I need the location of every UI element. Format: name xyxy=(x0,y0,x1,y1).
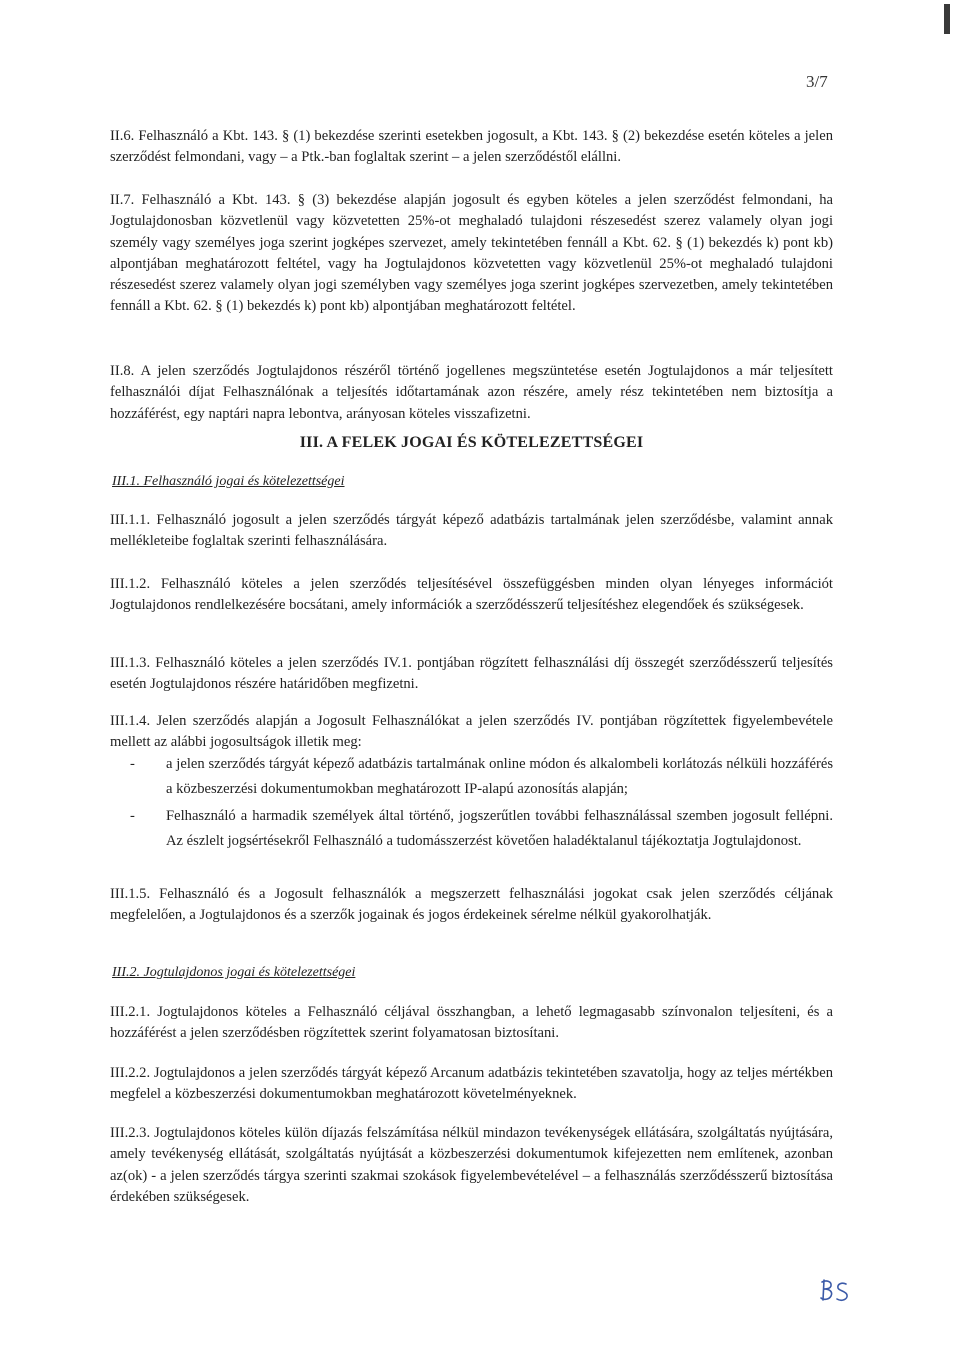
list-item xyxy=(110,752,833,801)
paragraph-3-1-5 xyxy=(110,884,833,927)
paragraph-text: III.1.2. Felhasználó köteles a jelen szerződés teljesítésével összefüggésben minden olyan lényeges információt Jogtulajdonos rendlelkezésére bocsátani, amely információk a szerződésszerű teljesítéshez elegendőek és szükségesek. xyxy=(110,576,833,614)
paragraph-3-2-3 xyxy=(110,1123,833,1208)
paragraph-3-1-2 xyxy=(110,574,833,617)
signature-initials-mark xyxy=(816,1276,856,1306)
paragraph-3-2-2 xyxy=(110,1063,833,1106)
paragraph-text: III.1.1. Felhasználó jogosult a jelen szerződés tárgyát képező adatbázis tartalmának jelen szerződésbe, valamint annak mellékleteibe foglaltak szerinti felhasználására. xyxy=(110,512,833,550)
list-item-text: a jelen szerződés tárgyát képező adatbázis tartalmának online módon és alkalombeli korlátozás nélküli hozzáférés a közbeszerzési dokumentumokban meghatározott IP-alapú azonosítás alapján; xyxy=(166,756,833,797)
paragraph-2-7 xyxy=(110,190,833,318)
paragraph-text: III.1.3. Felhasználó köteles a jelen szerződés IV.1. pontjában rögzített felhasználási díj összegét szerződésszerű teljesítés esetén Jogtulajdonos részére határidőben megfizetni. xyxy=(110,655,833,693)
subsection-heading-3-2: III.2. Jogtulajdonos jogai és kötelezettségei xyxy=(112,965,356,980)
paragraph-text: III.1.5. Felhasználó és a Jogosult felhasználók a megszerzett felhasználási jogokat csak jelen szerződés céljának megfelelően, a Jogtulajdonos és a szerzők jogainak és jogos érdekeinek sérelme nélkül gyakorolhatják. xyxy=(110,886,833,924)
paragraph-text: II.7. Felhasználó a Kbt. 143. § (3) bekezdése alapján jogosult és egyben köteles a jelen szerződést felmondani, ha Jogtulajdonosban közvetlenül vagy közvetetten 25%-ot meghaladó tulajdoni részesedést szerez valamely olyan jogi személy vagy személyes joga szerint jogképes szervezet, amely tekintetében fennáll a Kbt. 62. § (1) bekezdés k) pont kb) alpontjában meghatározott feltétel, vagy ha Jogtulajdonos közvetetten vagy közvetlenül 25%-ot meghaladó tulajdoni részesedést szerez valamely olyan jogi személyben vagy személyes joga szerint jogképes szervezetben, amely tekintetében fennáll a Kbt. 62. § (1) bekezdés k) pont kb) alpontjában meghatározott feltétel. xyxy=(110,192,833,315)
paragraph-text: III.2.2. Jogtulajdonos a jelen szerződés tárgyát képező Arcanum adatbázis tekintetében szavatolja, hogy az teljes mértékben megfelel a közbeszerzési dokumentumokban meghatározott követelményeknek. xyxy=(110,1065,833,1103)
paragraph-text: III.2.3. Jogtulajdonos köteles külön díjazás felszámítása nélkül mindazon tevékenységek ellátására, szolgáltatás nyújtására, amely tevékenység ellátását, szolgáltatás nyújtását a közbeszerzési dokumentumok kifejezetten nem említenek, azonban az(ok) - a jelen szerződés tárgya szerinti szakmai szokások figyelembevételével – a felhasználás szerződésszerű biztosítása érdekében szükségesek. xyxy=(110,1125,833,1205)
scan-edge-mark xyxy=(944,4,950,34)
paragraph-3-2-1 xyxy=(110,1002,833,1045)
paragraph-text: III.2.1. Jogtulajdonos köteles a Felhasználó céljával összhangban, a lehető legmagasabb színvonalon teljesíteni, és a hozzáférést a jelen szerződésben rögzítettek szerint folyamatosan biztosítani. xyxy=(110,1004,833,1042)
section-title: III. A FELEK JOGAI ÉS KÖTELEZETTSÉGEI xyxy=(299,434,644,451)
paragraph-3-1-4 xyxy=(110,711,833,754)
rights-list xyxy=(110,752,833,853)
list-item-text: Felhasználó a harmadik személyek által történő, jogszerűtlen további felhasználással szemben jogosult fellépni. Az észlelt jogsértésekről Felhasználó a tudomásszerzést követően haladéktalanul tájékoztatja Jogtulajdonost. xyxy=(166,808,833,849)
paragraph-text: II.6. Felhasználó a Kbt. 143. § (1) bekezdése szerinti esetekben jogosult, a Kbt. 143. § (2) bekezdése esetén köteles a jelen szerződést felmondani, vagy – a Ptk.-ban foglaltak szerint – a jelen szerződéstől elállni. xyxy=(110,128,833,166)
list-item xyxy=(110,804,833,853)
paragraph-text: II.8. A jelen szerződés Jogtulajdonos részéről történő jogellenes megszüntetése esetén Jogtulajdonos a már teljesített felhasználói díjat Felhasználónak a teljesítés időtartamának azon részére, amely rész tekintetében nem biztosítja a hozzáférést, egy naptári napra lebontva, arányosan köteles visszafizetni. xyxy=(110,363,833,422)
list-dash: - xyxy=(130,808,135,824)
paragraph-2-8 xyxy=(110,361,833,425)
page-number: 3/7 xyxy=(806,72,828,91)
paragraph-2-6 xyxy=(110,126,833,169)
paragraph-3-1-1 xyxy=(110,510,833,553)
paragraph-text: III.1.4. Jelen szerződés alapján a Jogosult Felhasználókat a jelen szerződés IV. pontjában rögzítettek figyelembevétele mellett az alábbi jogosultságok illetik meg: xyxy=(110,713,833,751)
paragraph-3-1-3 xyxy=(110,653,833,696)
subsection-heading-3-1: III.1. Felhasználó jogai és kötelezettségei xyxy=(112,474,345,489)
list-dash: - xyxy=(130,756,135,772)
